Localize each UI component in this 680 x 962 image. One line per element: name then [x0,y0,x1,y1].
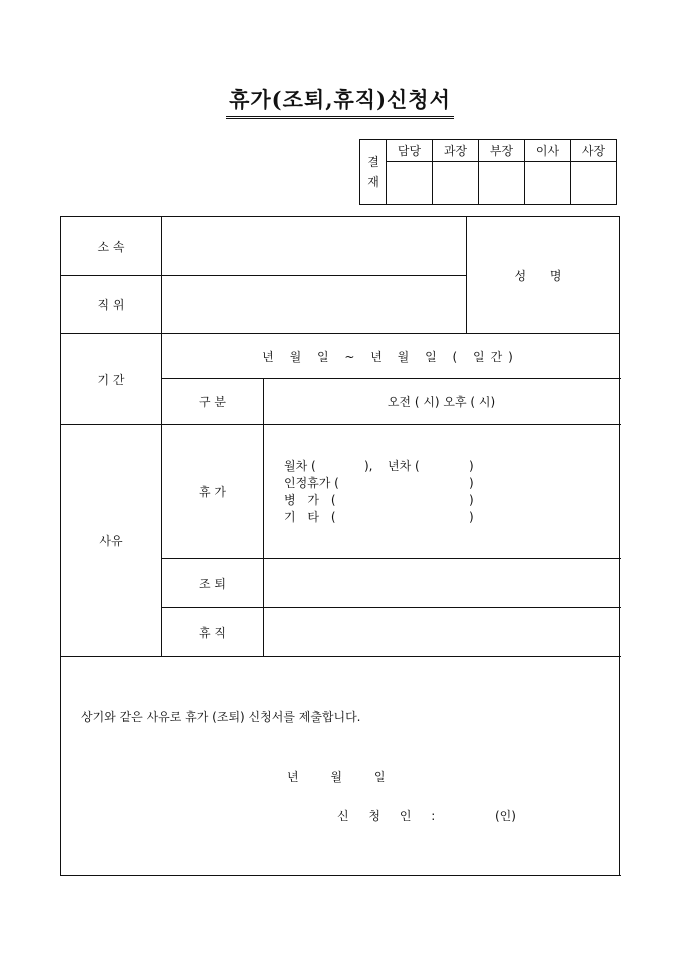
absence-field[interactable] [264,608,620,657]
approval-header-director: 이사 [525,140,571,162]
leave-other-close: ) [469,509,474,524]
leave-approved-close: ) [469,475,474,490]
division-label: 구 분 [162,379,264,425]
approval-label [360,140,387,205]
division-value: 오전 ( 시) 오후 ( 시) [387,395,496,409]
leave-form [60,216,620,876]
name-label: 성 명 [467,217,620,334]
approval-sign-section-chief[interactable] [433,162,479,205]
approval-sign-director[interactable] [525,162,571,205]
approval-label-top: 결 [367,155,379,169]
affiliation-field[interactable] [162,217,467,276]
declaration-section [61,657,620,876]
approval-header-president: 사장 [571,140,617,162]
leave-annual: 년차 ( [388,458,420,473]
period-field[interactable] [162,334,620,379]
declaration-statement: 상기와 같은 사유로 휴가 (조퇴) 신청서를 제출합니다. [81,710,361,724]
approval-sign-staff[interactable] [387,162,433,205]
division-field[interactable] [264,379,620,425]
approval-header-section-chief: 과장 [433,140,479,162]
position-label: 직 위 [61,276,162,334]
leave-approved: 인정휴가 ( [284,475,339,490]
leave-sick-close: ) [469,492,474,507]
leave-sick: 병 가 ( [284,492,340,507]
leave-monthly-close: ), [364,458,373,473]
title-text: 휴가(조퇴,휴직)신청서 [226,84,454,119]
approval-sign-manager[interactable] [479,162,525,205]
leave-options[interactable] [264,425,620,559]
leave-annual-close: ) [469,458,474,473]
early-leave-label: 조 퇴 [162,559,264,608]
approval-header-manager: 부장 [479,140,525,162]
approval-label-bottom: 재 [367,175,379,189]
leave-monthly: 월차 ( [284,458,316,473]
reason-label: 사유 [61,425,162,657]
approval-box [359,139,617,205]
leave-label: 휴 가 [162,425,264,559]
period-label: 기 간 [61,334,162,425]
applicant-line[interactable] [337,807,443,824]
leave-other: 기 타 ( [284,509,340,524]
seal-mark: (인) [495,809,516,823]
declaration-date[interactable]: 년 월 일 [287,770,400,784]
approval-header-staff: 담당 [387,140,433,162]
applicant-label: 신 청 인 : [337,809,444,823]
absence-label: 휴 직 [162,608,264,657]
page-title [0,84,680,119]
approval-sign-president[interactable] [571,162,617,205]
position-field[interactable] [162,276,467,334]
affiliation-label: 소 속 [61,217,162,276]
early-leave-field[interactable] [264,559,620,608]
period-value: 년 월 일 ~ 년 월 일 ( 일간) [262,349,519,364]
